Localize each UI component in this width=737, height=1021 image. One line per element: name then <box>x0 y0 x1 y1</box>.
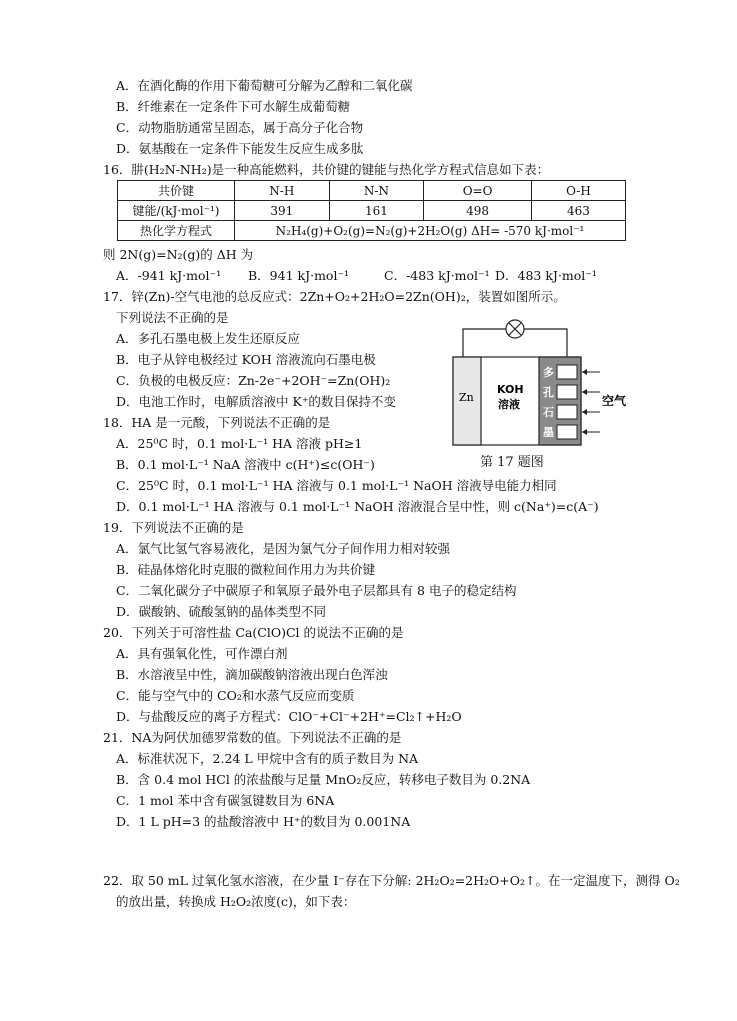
arrow-head-icon <box>582 409 587 415</box>
graphite-label-char: 墨 <box>543 426 554 439</box>
zn-label: Zn <box>459 391 474 404</box>
thermo-equation-cell: N₂H₄(g)+O₂(g)=N₂(g)+2H₂O(g) ΔH= -570 kJ·mol⁻¹ <box>235 221 626 241</box>
table-cell: 498 <box>424 201 532 221</box>
q20-option-b: B．水溶液呈中性，滴加碳酸钠溶液出现白色浑浊 <box>116 667 388 682</box>
q15-option-d: D．氨基酸在一定条件下能发生反应生成多肽 <box>116 141 364 156</box>
table-row <box>118 221 626 241</box>
pore <box>557 425 577 439</box>
q22-line-2: 的放出量，转换成 H₂O₂浓度(c)，如下表： <box>116 894 356 909</box>
q17-option-a: A．多孔石墨电极上发生还原反应 <box>116 331 301 346</box>
q18-option-d: D．0.1 mol·L⁻¹ HA 溶液与 0.1 mol·L⁻¹ NaOH 溶液混合呈中性，则 c(Na⁺)=c(A⁻) <box>116 499 599 514</box>
q20-option-c: C．能与空气中的 CO₂和水蒸气反应而变质 <box>116 688 355 703</box>
q16-ask: 则 2N(g)=N₂(g)的 ΔH 为 <box>103 247 254 262</box>
q20-option-d: D．与盐酸反应的离子方程式：ClO⁻+Cl⁻+2H⁺=Cl₂↑+H₂O <box>116 709 462 724</box>
table-cell: 键能/(kJ·mol⁻¹) <box>118 201 235 221</box>
q16-option-d: D．483 kJ·mol⁻¹ <box>495 268 597 283</box>
q21-option-a: A．标准状况下，2.24 L 甲烷中含有的质子数目为 NA <box>116 751 419 766</box>
graphite-label-char: 石 <box>543 406 554 419</box>
q17-option-b: B．电子从锌电极经过 KOH 溶液流向石墨电极 <box>116 352 376 367</box>
arrow-head-icon <box>582 389 587 395</box>
table-cell: 391 <box>235 201 330 221</box>
arrow-head-icon <box>582 429 587 435</box>
q21-option-b: B．含 0.4 mol HCl 的浓盐酸与足量 MnO₂反应，转移电子数目为 0.2NA <box>116 772 531 787</box>
arrow-head-icon <box>582 369 587 375</box>
q19-option-b: B．硅晶体熔化时克服的微粒间作用力为共价键 <box>116 562 376 577</box>
q17-option-c: C．负极的电极反应：Zn-2e⁻+2OH⁻=Zn(OH)₂ <box>116 373 391 388</box>
table-cell: 463 <box>531 201 625 221</box>
graphite-label-char: 孔 <box>543 386 554 399</box>
q16-stem: 16．肼(H₂N-NH₂)是一种高能燃料，共价键的键能与热化学方程式信息如下表： <box>103 162 550 177</box>
table-header-cell: O-H <box>531 181 625 201</box>
zinc-air-battery-diagram <box>445 317 645 452</box>
q17-ask: 下列说法不正确的是 <box>116 310 229 325</box>
table-header-cell: N-H <box>235 181 330 201</box>
table-row <box>118 201 626 221</box>
table-row <box>118 181 626 201</box>
q15-option-c: C．动物脂肪通常呈固态，属于高分子化合物 <box>116 120 364 135</box>
table-header-cell: 共价键 <box>118 181 235 201</box>
q17-option-d: D．电池工作时，电解质溶液中 K⁺的数目保持不变 <box>116 394 396 409</box>
graphite-label-char: 多 <box>543 366 554 379</box>
figure-caption: 第 17 题图 <box>480 455 544 470</box>
koh-solution-label: 溶液 <box>498 398 520 411</box>
pore <box>557 405 577 419</box>
q18-option-b: B．0.1 mol·L⁻¹ NaA 溶液中 c(H⁺)≤c(OH⁻) <box>116 457 375 472</box>
bond-energy-table <box>117 180 626 241</box>
q18-option-c: C．25⁰C 时，0.1 mol·L⁻¹ HA 溶液与 0.1 mol·L⁻¹ NaOH 溶液导电能力相同 <box>116 478 557 493</box>
q18-stem: 18．HA 是一元酸，下列说法不正确的是 <box>103 415 331 430</box>
air-label: 空气 <box>602 394 627 408</box>
q20-option-a: A．具有强氧化性，可作漂白剂 <box>116 646 288 661</box>
q16-option-a: A．-941 kJ·mol⁻¹ <box>116 268 222 283</box>
q16-option-b: B．941 kJ·mol⁻¹ <box>248 268 350 283</box>
q19-option-a: A．氯气比氢气容易液化，是因为氯气分子间作用力相对较强 <box>116 541 451 556</box>
q16-option-c: C．-483 kJ·mol⁻¹ <box>384 268 490 283</box>
battery-figure <box>445 317 645 477</box>
q21-stem: 21．NA为阿伏加德罗常数的值。下列说法不正确的是 <box>103 730 402 745</box>
q17-stem: 17．锌(Zn)-空气电池的总反应式：2Zn+O₂+2H₂O=2Zn(OH)₂，装置如图所示。 <box>103 289 566 304</box>
koh-label: KOH <box>497 383 524 396</box>
q19-stem: 19．下列说法不正确的是 <box>103 520 244 535</box>
q22-line-1: 22．取 50 mL 过氧化氢水溶液，在少量 I⁻存在下分解: 2H₂O₂=2H₂O+O₂↑。在一定温度下，测得 O₂ <box>103 873 680 888</box>
q20-stem: 20．下列关于可溶性盐 Ca(ClO)Cl 的说法不正确的是 <box>103 625 404 640</box>
q19-option-c: C．二氧化碳分子中碳原子和氧原子最外电子层都具有 8 电子的稳定结构 <box>116 583 517 598</box>
q21-option-d: D．1 L pH=3 的盐酸溶液中 H⁺的数目为 0.001NA <box>116 814 411 829</box>
q15-option-a: A．在酒化酶的作用下葡萄糖可分解为乙醇和二氧化碳 <box>116 78 413 93</box>
table-cell: 热化学方程式 <box>118 221 235 241</box>
q15-option-b: B．纤维素在一定条件下可水解生成葡萄糖 <box>116 99 351 114</box>
pore <box>557 365 577 379</box>
q19-option-d: D．碳酸钠、硫酸氢钠的晶体类型不同 <box>116 604 327 619</box>
q21-option-c: C．1 mol 苯中含有碳氢键数目为 6NA <box>116 793 335 808</box>
table-header-cell: N-N <box>329 181 424 201</box>
q18-option-a: A．25⁰C 时，0.1 mol·L⁻¹ HA 溶液 pH≥1 <box>116 436 363 451</box>
table-header-cell: O=O <box>424 181 532 201</box>
table-cell: 161 <box>329 201 424 221</box>
pore <box>557 385 577 399</box>
